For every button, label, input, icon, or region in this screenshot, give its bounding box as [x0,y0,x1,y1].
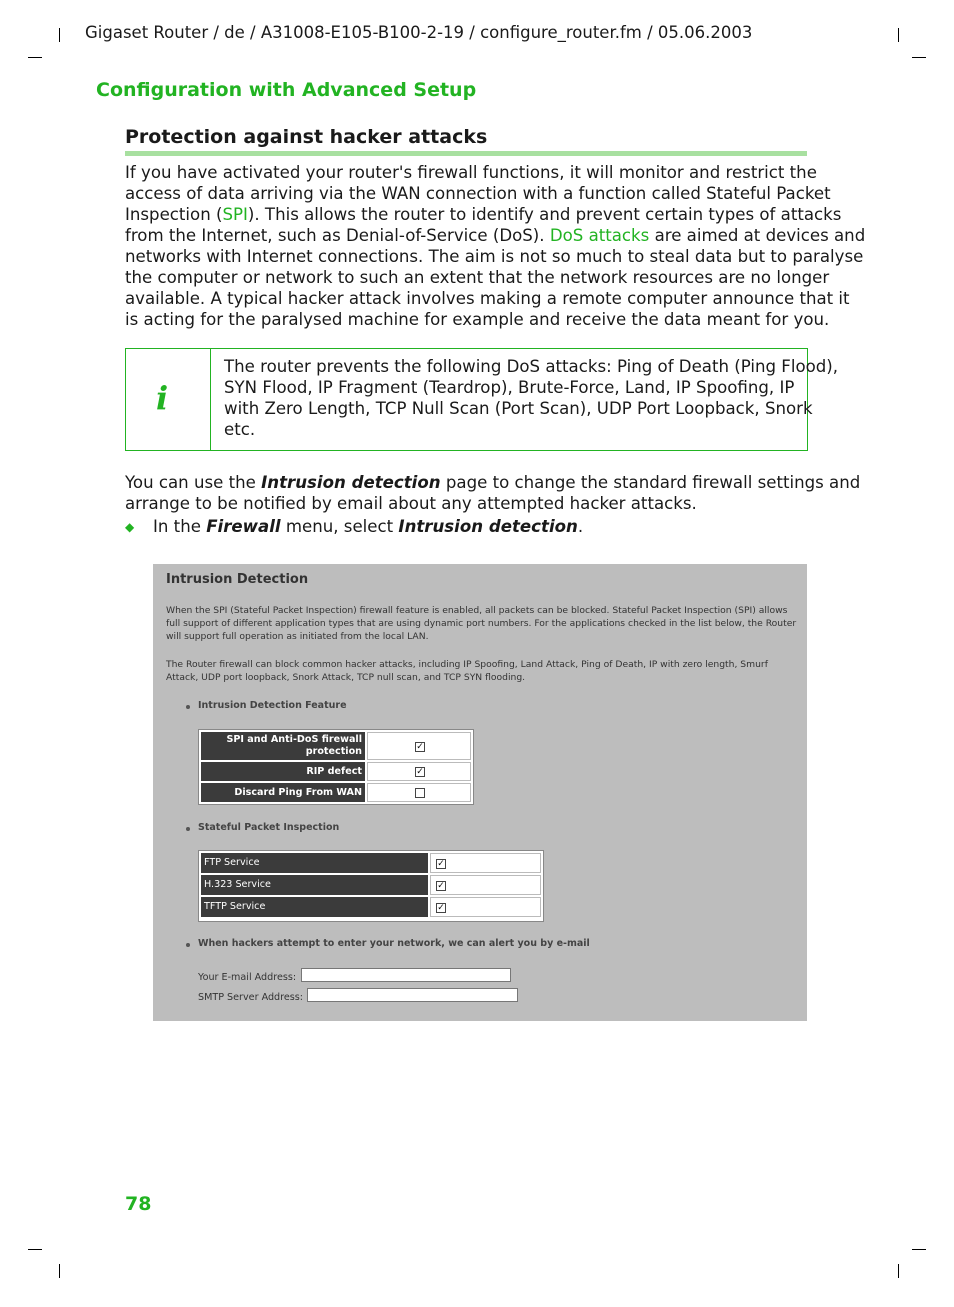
text-segment: In the [153,517,207,536]
intrusion-detection-screenshot [153,564,807,1021]
feature-label [201,732,365,760]
crop-mark [28,1249,42,1250]
smtp-server-field[interactable] [307,988,518,1002]
spi-service-label: H.323 Service [201,875,428,895]
description-line: Attack, UDP port loopback, Snork Attack, TCP null scan, and TCP SYN flooding. [166,672,526,683]
email-label: Your E-mail Address: [198,972,297,983]
text-segment: . [577,517,584,536]
alert-heading: When hackers attempt to enter your network, we can alert you by e-mail [198,938,590,949]
text-segment: ). This allows the router to identify and prevent certain types of attacks [247,205,842,224]
description-line: will support full operation as initiated from the local LAN. [166,631,429,642]
crop-mark [912,1249,926,1250]
discard-ping-checkbox[interactable] [415,788,425,798]
usage-paragraph [125,472,861,514]
spi-table [198,850,544,922]
feature-label: Discard Ping From WAN [201,783,365,802]
instruction-step [153,517,583,536]
diamond-bullet-icon: ◆ [125,520,135,534]
text-segment: You can use the [125,473,262,492]
paragraph-line: the computer or network to such an extent that the network resources are no longer [125,268,830,287]
spi-value-cell [430,875,541,895]
paragraph-line: is acting for the paralysed machine for example and receive the data meant for you. [125,310,830,329]
feature-label: RIP defect [201,762,365,781]
feature-label-line: SPI and Anti-DoS firewall [226,734,362,745]
text-segment: Inspection ( [125,205,223,224]
description-line: When the SPI (Stateful Packet Inspection) firewall feature is enabled, all packets can be blocked. Stateful Packet Inspection (SPI) allows [166,605,788,616]
rip-defect-checkbox[interactable]: ✓ [416,767,424,777]
spi-service-label: TFTP Service [201,897,428,917]
crop-mark [898,28,899,42]
intro-paragraph [125,162,866,330]
spi-heading: Stateful Packet Inspection [198,822,340,833]
feature-heading: Intrusion Detection Feature [198,700,347,711]
text-segment: from the Internet, such as Denial-of-Service (DoS). [125,226,550,245]
text-segment: page to change the standard firewall settings and [440,473,861,492]
subsection-rule [125,151,807,156]
subsection-title: Protection against hacker attacks [125,126,488,148]
feature-value-cell [367,783,471,802]
intrusion-detection-item-term: Intrusion detection [398,517,578,536]
text-segment: menu, select [280,517,399,536]
info-box [125,348,839,451]
h323-service-checkbox[interactable]: ✓ [437,881,445,891]
text-segment: are aimed at devices and [649,226,866,245]
running-head: Gigaset Router / de / A31008-E105-B100-2-19 / configure_router.fm / 05.06.2003 [85,23,753,42]
dos-attacks-link[interactable]: DoS attacks [549,226,650,245]
spi-link[interactable]: SPI [222,205,248,224]
info-box-divider [210,349,211,450]
smtp-label: SMTP Server Address: [198,992,304,1003]
description-line: full support of different application types that are using dynamic port numbers. For the applications checked in the list below, the Router [166,618,797,629]
spi-service-label: FTP Service [201,853,428,873]
crop-mark [898,1264,899,1278]
feature-table [198,729,474,805]
bullet-dot-icon [186,827,190,831]
info-line: The router prevents the following DoS attacks: Ping of Death (Ping Flood), [224,357,839,376]
paragraph-line: available. A typical hacker attack involves making a remote computer announce that it [125,289,850,308]
description-line: The Router firewall can block common hacker attacks, including IP Spoofing, Land Attack, Ping of Death, IP with zero length, Smurf [166,659,768,670]
spi-antidos-checkbox[interactable]: ✓ [416,742,424,752]
feature-value-cell [367,762,471,781]
paragraph-line [125,225,866,246]
feature-label-line: protection [305,746,362,757]
bullet-dot-icon [186,705,190,709]
info-line: etc. [224,420,256,439]
paragraph-line: arrange to be notified by email about any attempted hacker attacks. [125,494,697,513]
tftp-service-checkbox[interactable]: ✓ [437,903,445,913]
info-icon: i [156,379,169,417]
paragraph-line: If you have activated your router's firewall functions, it will monitor and restrict the [125,163,817,182]
section-title: Configuration with Advanced Setup [96,79,477,101]
crop-mark [59,1264,60,1278]
intrusion-detection-term: Intrusion detection [261,473,441,492]
bullet-dot-icon [186,943,190,947]
screenshot-description [166,604,796,643]
crop-mark [28,57,42,58]
info-line: SYN Flood, IP Fragment (Teardrop), Brute-Force, Land, IP Spoofing, IP [224,378,795,397]
spi-value-cell [430,853,541,873]
screenshot-description [166,658,768,684]
info-line: with Zero Length, TCP Null Scan (Port Scan), UDP Port Loopback, Snork [224,399,813,418]
page-number: 78 [125,1193,152,1215]
ftp-service-checkbox[interactable]: ✓ [437,859,445,869]
paragraph-line [125,204,842,225]
paragraph-line: access of data arriving via the WAN connection with a function called Stateful Packet [125,184,831,203]
email-field[interactable] [301,968,511,982]
paragraph-line: networks with Internet connections. The aim is not so much to steal data but to paralyse [125,247,864,266]
feature-value-cell [367,732,471,760]
screenshot-title: Intrusion Detection [166,572,309,587]
spi-value-cell [430,897,541,917]
paragraph-line [125,472,861,493]
info-box-text [224,356,839,440]
crop-mark [59,28,60,42]
crop-mark [912,57,926,58]
firewall-menu-term: Firewall [206,517,281,536]
